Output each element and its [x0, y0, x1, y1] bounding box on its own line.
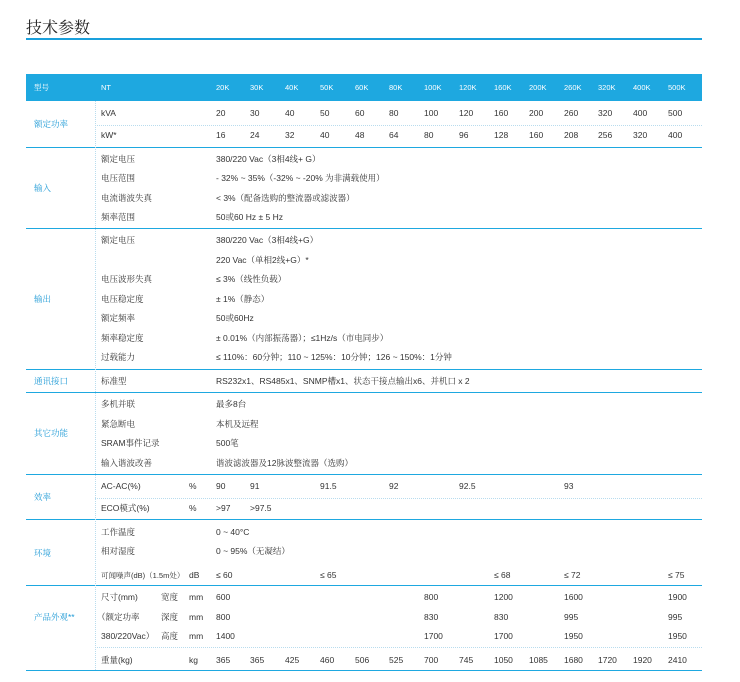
- kva-value: 200: [529, 108, 544, 118]
- other-label: SRAM事件记录: [101, 438, 160, 448]
- group-dimensions: 产品外观**: [34, 612, 75, 622]
- other-label: 多机并联: [101, 399, 136, 409]
- eco-value: >97: [216, 503, 231, 513]
- input-value: < 3%（配备选购的整流器或滤波器）: [216, 193, 355, 203]
- kva-value: 80: [389, 108, 399, 118]
- group-output: 输出: [34, 294, 52, 304]
- group-separator: [26, 519, 702, 520]
- input-label: 频率范围: [101, 212, 136, 222]
- row-separator: [95, 498, 702, 499]
- row-separator: [95, 647, 702, 648]
- weight-value: 1720: [598, 655, 617, 665]
- kw-value: 24: [250, 130, 260, 140]
- output-value: 220 Vac（单相2线+G）*: [216, 255, 309, 265]
- acac-value: 91: [250, 481, 260, 491]
- depth-value: 800: [216, 612, 231, 622]
- kw-value: 208: [564, 130, 579, 140]
- kva-value: 160: [494, 108, 509, 118]
- model-label: 型号: [34, 83, 49, 92]
- height-value: 1700: [424, 631, 443, 641]
- kva-value: 60: [355, 108, 365, 118]
- acac-value: 92: [389, 481, 399, 491]
- temp-value: 0 ~ 40°C: [216, 527, 250, 537]
- mm-unit: mm: [189, 631, 204, 641]
- output-value: ≤ 3%（线性负载）: [216, 274, 287, 284]
- kva-value: 40: [285, 108, 295, 118]
- weight-value: 506: [355, 655, 370, 665]
- comms-label: 标准型: [101, 376, 127, 386]
- width-value: 800: [424, 592, 439, 602]
- size-sub-rated: （额定功率: [97, 612, 140, 622]
- noise-value: ≤ 75: [668, 570, 685, 580]
- weight-unit: kg: [189, 655, 198, 665]
- acac-unit: %: [189, 481, 197, 491]
- group-environment: 环境: [34, 548, 52, 558]
- kw-value: 160: [529, 130, 544, 140]
- kva-value: 120: [459, 108, 474, 118]
- output-value: ± 1%（静态）: [216, 294, 270, 304]
- group-comms: 通讯接口: [34, 376, 69, 386]
- kva-label: kVA: [101, 108, 116, 118]
- kva-value: 320: [598, 108, 613, 118]
- model-30k: 30K: [250, 83, 264, 92]
- page-title: 技术参数: [26, 20, 91, 37]
- kw-value: 96: [459, 130, 469, 140]
- acac-value: 90: [216, 481, 226, 491]
- input-value: - 32% ~ 35%（-32% ~ -20% 为非满载使用）: [216, 173, 385, 183]
- kva-value: 260: [564, 108, 579, 118]
- kva-value: 500: [668, 108, 683, 118]
- model-260k: 260K: [564, 83, 582, 92]
- kw-value: 40: [320, 130, 330, 140]
- kw-value: 320: [633, 130, 648, 140]
- output-label: 额定电压: [101, 235, 136, 245]
- acac-value: 93: [564, 481, 574, 491]
- kw-value: 64: [389, 130, 399, 140]
- group-efficiency: 效率: [34, 492, 52, 502]
- other-value: 最多8台: [216, 399, 247, 409]
- height-value: 1950: [564, 631, 583, 641]
- group-separator: [26, 228, 702, 229]
- humidity-label: 相对湿度: [101, 546, 136, 556]
- kva-value: 30: [250, 108, 260, 118]
- output-value: 50或60Hz: [216, 313, 254, 323]
- depth-value: 995: [668, 612, 683, 622]
- weight-value: 1050: [494, 655, 513, 665]
- input-value: 380/220 Vac（3相4线+ G）: [216, 154, 321, 164]
- model-100k: 100K: [424, 83, 442, 92]
- group-separator: [26, 392, 702, 393]
- other-label: 紧急断电: [101, 419, 136, 429]
- input-value: 50或60 Hz ± 5 Hz: [216, 212, 284, 222]
- other-label: 输入谐波改善: [101, 458, 153, 468]
- eco-label: ECO模式(%): [101, 503, 150, 513]
- noise-value: ≤ 72: [564, 570, 581, 580]
- height-value: 1950: [668, 631, 687, 641]
- width-value: 1600: [564, 592, 583, 602]
- size-label: 尺寸(mm): [101, 592, 138, 602]
- weight-value: 1085: [529, 655, 548, 665]
- group-separator: [26, 474, 702, 475]
- height-value: 1700: [494, 631, 513, 641]
- weight-value: 425: [285, 655, 300, 665]
- width-value: 1200: [494, 592, 513, 602]
- output-label: 额定频率: [101, 313, 136, 323]
- kw-value: 16: [216, 130, 226, 140]
- eco-value: >97.5: [250, 503, 272, 513]
- humidity-value: 0 ~ 95%（无凝结）: [216, 546, 290, 556]
- depth-value: 995: [564, 612, 579, 622]
- title-rule: [26, 38, 702, 40]
- series-name: NT: [101, 83, 111, 92]
- comms-value: RS232x1、RS485x1、SNMP槽x1、状态干接点输出x6、并机口 x 2: [216, 376, 470, 386]
- weight-value: 365: [250, 655, 265, 665]
- model-40k: 40K: [285, 83, 299, 92]
- model-160k: 160K: [494, 83, 512, 92]
- other-value: 本机及远程: [216, 419, 259, 429]
- depth-value: 830: [424, 612, 439, 622]
- model-400k: 400K: [633, 83, 651, 92]
- output-value: 380/220 Vac（3相4线+G）: [216, 235, 319, 245]
- output-label: 频率稳定度: [101, 333, 144, 343]
- noise-label: 可闻噪声(dB)（1.5m处）: [101, 571, 185, 580]
- weight-value: 2410: [668, 655, 687, 665]
- model-80k: 80K: [389, 83, 403, 92]
- input-label: 电流谐波失真: [101, 193, 153, 203]
- kva-value: 20: [216, 108, 226, 118]
- kva-value: 100: [424, 108, 439, 118]
- kva-value: 50: [320, 108, 330, 118]
- kw-value: 256: [598, 130, 613, 140]
- weight-value: 525: [389, 655, 404, 665]
- row-separator: [95, 125, 702, 126]
- depth-value: 830: [494, 612, 509, 622]
- height-value: 1400: [216, 631, 235, 641]
- group-separator: [26, 670, 702, 671]
- column-divider: [95, 101, 96, 670]
- model-120k: 120K: [459, 83, 477, 92]
- model-50k: 50K: [320, 83, 334, 92]
- noise-value: ≤ 65: [320, 570, 337, 580]
- model-20k: 20K: [216, 83, 230, 92]
- mm-unit: mm: [189, 612, 204, 622]
- group-separator: [26, 147, 702, 148]
- weight-value: 700: [424, 655, 439, 665]
- width-value: 1900: [668, 592, 687, 602]
- noise-value: ≤ 68: [494, 570, 511, 580]
- kva-value: 400: [633, 108, 648, 118]
- group-rated-power: 额定功率: [34, 119, 69, 129]
- kw-value: 128: [494, 130, 509, 140]
- weight-value: 460: [320, 655, 335, 665]
- noise-unit: dB: [189, 570, 200, 580]
- temp-label: 工作温度: [101, 527, 136, 537]
- mm-unit: mm: [189, 592, 204, 602]
- noise-value: ≤ 60: [216, 570, 233, 580]
- kw-value: 80: [424, 130, 434, 140]
- input-label: 电压范围: [101, 173, 136, 183]
- group-other: 其它功能: [34, 428, 69, 438]
- output-label: 过载能力: [101, 352, 136, 362]
- output-value: ≤ 110%：60分钟；110 ~ 125%：10分钟；126 ~ 150%：1分钟: [216, 352, 452, 362]
- model-200k: 200K: [529, 83, 547, 92]
- other-value: 谐波滤波器及12脉波整流器（选购）: [216, 458, 353, 468]
- kw-value: 400: [668, 130, 683, 140]
- weight-label: 重量(kg): [101, 655, 133, 665]
- model-320k: 320K: [598, 83, 616, 92]
- acac-value: 91.5: [320, 481, 337, 491]
- acac-label: AC-AC(%): [101, 481, 141, 491]
- height-label: 高度: [161, 631, 179, 641]
- acac-value: 92.5: [459, 481, 476, 491]
- kw-label: kW*: [101, 130, 117, 140]
- weight-value: 1680: [564, 655, 583, 665]
- eco-unit: %: [189, 503, 197, 513]
- model-500k: 500K: [668, 83, 686, 92]
- output-label: 电压波形失真: [101, 274, 153, 284]
- group-separator: [26, 369, 702, 370]
- depth-label: 深度: [161, 612, 179, 622]
- output-value: ± 0.01%（内部振荡器）；≤1Hz/s（市电同步）: [216, 333, 389, 343]
- width-label: 宽度: [161, 592, 179, 602]
- output-label: 电压稳定度: [101, 294, 144, 304]
- group-input: 输入: [34, 183, 52, 193]
- group-separator: [26, 585, 702, 586]
- weight-value: 365: [216, 655, 231, 665]
- model-60k: 60K: [355, 83, 369, 92]
- input-label: 额定电压: [101, 154, 136, 164]
- kw-value: 48: [355, 130, 365, 140]
- weight-value: 1920: [633, 655, 652, 665]
- other-value: 500笔: [216, 438, 239, 448]
- weight-value: 745: [459, 655, 474, 665]
- size-sub-voltage: 380/220Vac）: [101, 631, 155, 641]
- kw-value: 32: [285, 130, 295, 140]
- width-value: 600: [216, 592, 231, 602]
